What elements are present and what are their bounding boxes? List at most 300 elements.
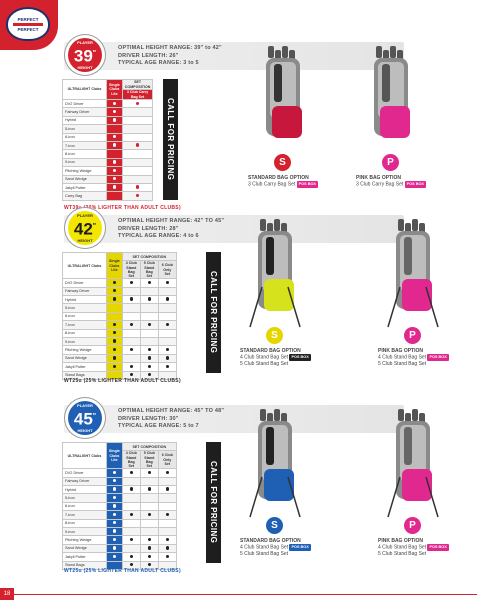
included-dot xyxy=(113,185,116,188)
bag-set-line: 4 Club Stand Bag Set POS BOX xyxy=(378,544,447,551)
set-cell xyxy=(122,304,140,312)
set-cell xyxy=(140,477,158,485)
set-cell xyxy=(158,494,176,502)
golf-bag-image xyxy=(242,407,312,525)
lite-header: Single Clubs Lite xyxy=(107,253,123,279)
included-dot xyxy=(148,563,151,566)
included-dot xyxy=(130,555,133,558)
club-name: Sand Wedge xyxy=(63,354,107,362)
call-for-pricing: CALL FOR PRICING xyxy=(206,442,221,563)
height-badge xyxy=(68,38,102,72)
table-row xyxy=(63,100,153,108)
set-cell xyxy=(122,133,153,141)
bag-option-title: PINK BAG OPTION xyxy=(356,175,402,181)
included-dot xyxy=(130,297,133,300)
included-dot xyxy=(113,555,116,558)
logo-text-top: PERFECT xyxy=(17,16,39,22)
table-row xyxy=(63,116,153,124)
table-row xyxy=(63,167,153,175)
included-dot xyxy=(113,289,116,292)
included-dot xyxy=(113,323,116,326)
club-name: 8-iron xyxy=(63,329,107,337)
included-dot xyxy=(166,546,169,549)
pos-box-tag: POS BOX xyxy=(429,355,447,360)
included-dot xyxy=(136,194,139,197)
set-cell xyxy=(122,116,153,124)
bag-set-line: 5 Club Stand Bag Set xyxy=(240,361,289,368)
bag-option-title: PINK BAG OPTION xyxy=(378,348,424,354)
set-cell xyxy=(158,469,176,477)
spec-line: DRIVER LENGTH: 28" xyxy=(118,225,179,232)
badge-sub: HEIGHT xyxy=(77,64,93,70)
set-cell xyxy=(140,337,158,345)
lite-cell xyxy=(107,519,123,527)
set-cell xyxy=(158,553,176,561)
table-title: ULTRALIGHT Clubs xyxy=(63,80,107,100)
included-dot xyxy=(113,365,116,368)
set-cell xyxy=(158,477,176,485)
included-dot xyxy=(113,297,116,300)
section-39 xyxy=(0,42,477,227)
set-cell xyxy=(122,519,140,527)
included-dot xyxy=(166,281,169,284)
set-cell xyxy=(140,485,158,493)
bag-caption xyxy=(248,175,318,188)
included-dot xyxy=(166,348,169,351)
set-cell xyxy=(158,312,176,320)
set-header: SET COMPOSITION xyxy=(122,253,176,261)
golf-bag-image xyxy=(242,217,312,335)
table-row xyxy=(63,321,177,329)
set-cell xyxy=(122,108,153,116)
golf-bag-image xyxy=(380,407,450,525)
club-name: Hybrid xyxy=(63,295,107,303)
set-cell xyxy=(158,337,176,345)
set-cell xyxy=(122,183,153,191)
table-row xyxy=(63,183,153,191)
set-cell xyxy=(122,141,153,149)
set-cell xyxy=(158,329,176,337)
set-cell xyxy=(140,321,158,329)
table-row xyxy=(63,485,177,493)
included-dot xyxy=(166,356,169,359)
set-cell xyxy=(122,150,153,158)
included-dot xyxy=(166,538,169,541)
bag-option-title: PINK BAG OPTION xyxy=(378,538,424,544)
bag-set-line: 4 Club Stand Bag Set POS BOX xyxy=(240,354,309,361)
lite-cell xyxy=(107,527,123,535)
set-cell xyxy=(140,553,158,561)
logo-text-bottom: PERFECT xyxy=(17,26,39,32)
bag-option-title: STANDARD BAG OPTION xyxy=(240,538,301,544)
spec-line: DRIVER LENGTH: 30" xyxy=(118,415,179,422)
badge-label: PLAYER xyxy=(77,40,93,46)
club-name: 5-iron xyxy=(63,125,107,133)
golf-bag-image xyxy=(358,44,428,162)
table-row xyxy=(63,287,177,295)
lite-cell xyxy=(107,553,123,561)
table-row xyxy=(63,502,177,510)
pos-box-tag: POS BOX xyxy=(291,545,309,550)
weight-note: WT25u (25% LIGHTER THAN ADULT CLUBS) xyxy=(64,378,181,384)
set-cell xyxy=(158,536,176,544)
included-dot xyxy=(130,538,133,541)
spec-line: OPTIMAL HEIGHT RANGE: 42" TO 45" xyxy=(118,218,225,224)
set-cell xyxy=(140,363,158,371)
included-dot xyxy=(148,538,151,541)
included-dot xyxy=(113,356,116,359)
badge-label: PLAYER xyxy=(77,213,93,219)
set-cell xyxy=(140,502,158,510)
section-42 xyxy=(0,215,477,400)
lite-cell xyxy=(107,125,123,133)
section-45 xyxy=(0,405,477,590)
included-dot xyxy=(166,297,169,300)
lite-cell xyxy=(107,346,123,354)
table-row xyxy=(63,295,177,303)
set-cell xyxy=(158,544,176,552)
set-cell xyxy=(122,312,140,320)
included-dot xyxy=(136,185,139,188)
badge-sub: HEIGHT xyxy=(77,237,93,243)
club-name: Fairway Driver xyxy=(63,287,107,295)
spec-line: DRIVER LENGTH: 26" xyxy=(118,52,179,59)
header-bar xyxy=(64,215,404,243)
included-dot xyxy=(130,563,133,566)
set-cell xyxy=(122,192,153,200)
set-cell xyxy=(122,158,153,166)
table-row xyxy=(63,494,177,502)
table-row xyxy=(63,477,177,485)
included-dot xyxy=(113,160,116,163)
included-dot xyxy=(166,555,169,558)
club-name: 9-iron xyxy=(63,337,107,345)
included-dot xyxy=(148,471,151,474)
included-dot xyxy=(166,471,169,474)
table-row xyxy=(63,304,177,312)
table-row xyxy=(63,553,177,561)
set-cell xyxy=(140,287,158,295)
table-row xyxy=(63,519,177,527)
pos-box-tag: POS BOX xyxy=(406,182,424,187)
included-dot xyxy=(148,373,151,376)
call-for-pricing: CALL FOR PRICING xyxy=(206,252,221,373)
golf-bag-image xyxy=(380,217,450,335)
set-cell xyxy=(140,304,158,312)
bag-option-letter: P xyxy=(382,154,399,171)
bag-option-title: STANDARD BAG OPTION xyxy=(248,175,309,181)
table-row xyxy=(63,337,177,345)
set-cell xyxy=(158,287,176,295)
set-cell xyxy=(122,125,153,133)
table-row xyxy=(63,108,153,116)
lite-cell xyxy=(107,183,123,191)
club-name: Sand Wedge xyxy=(63,175,107,183)
included-dot xyxy=(113,529,116,532)
set-cell xyxy=(140,527,158,535)
included-dot xyxy=(130,281,133,284)
lite-cell xyxy=(107,536,123,544)
set-cell xyxy=(140,519,158,527)
bag-set-line: 3 Club Carry Bag Set POS BOX xyxy=(248,181,316,188)
included-dot xyxy=(113,110,116,113)
set-cell xyxy=(122,553,140,561)
club-name: Jakyll Putter xyxy=(63,183,107,191)
bag-option-letter: S xyxy=(266,327,283,344)
included-dot xyxy=(130,373,133,376)
club-name: Jakyll Putter xyxy=(63,363,107,371)
club-name: Fairway Driver xyxy=(63,108,107,116)
table-row xyxy=(63,527,177,535)
lite-cell xyxy=(107,192,123,200)
brand-logo xyxy=(6,7,50,41)
bag-option-letter: P xyxy=(404,517,421,534)
club-name: 8-iron xyxy=(63,519,107,527)
table-row xyxy=(63,192,153,200)
lite-cell xyxy=(107,363,123,371)
club-name: Sand Wedge xyxy=(63,544,107,552)
included-dot xyxy=(113,496,116,499)
included-dot xyxy=(148,297,151,300)
set-cell xyxy=(122,287,140,295)
table-title: ULTRALIGHT Clubs xyxy=(63,443,107,469)
club-table xyxy=(62,442,177,570)
included-dot xyxy=(113,471,116,474)
set-cell xyxy=(122,295,140,303)
club-name: 9-iron xyxy=(63,158,107,166)
included-dot xyxy=(148,365,151,368)
golf-bag-image xyxy=(250,44,320,162)
included-dot xyxy=(148,555,151,558)
included-dot xyxy=(113,487,116,490)
club-name: Carry Bag xyxy=(63,192,107,200)
table-row xyxy=(63,175,153,183)
set-cell xyxy=(122,321,140,329)
logo-stripe xyxy=(13,23,43,26)
lite-cell xyxy=(107,354,123,362)
set-cell xyxy=(158,519,176,527)
badge-number: 42" xyxy=(73,219,97,239)
table-row xyxy=(63,469,177,477)
lite-cell xyxy=(107,494,123,502)
club-name: 8-iron xyxy=(63,150,107,158)
bag-set-line: 3 Club Carry Bag Set POS BOX xyxy=(356,181,424,188)
set-cell xyxy=(140,536,158,544)
call-for-pricing: CALL FOR PRICING xyxy=(163,79,178,200)
included-dot xyxy=(148,513,151,516)
set-cell xyxy=(122,469,140,477)
club-name: DV2 Driver xyxy=(63,469,107,477)
club-name: Stand Bags xyxy=(63,561,107,569)
included-dot xyxy=(113,135,116,138)
included-dot xyxy=(113,546,116,549)
included-dot xyxy=(136,143,139,146)
table-row xyxy=(63,363,177,371)
included-dot xyxy=(148,281,151,284)
table-row xyxy=(63,133,153,141)
included-dot xyxy=(130,513,133,516)
set-cell xyxy=(140,544,158,552)
set-cell xyxy=(122,346,140,354)
bag-set-line: 5 Club Stand Bag Set xyxy=(240,551,289,558)
set-column-header: 4 Club Stand Bag Set xyxy=(122,451,140,469)
spec-lines xyxy=(118,218,224,241)
spec-line: TYPICAL AGE RANGE: 5 to 7 xyxy=(118,423,199,429)
set-column-header: 6 Club Only Set xyxy=(158,261,176,279)
lite-cell xyxy=(107,312,123,320)
club-name: 7-iron xyxy=(63,321,107,329)
bag-set-line: 5 Club Stand Bag Set xyxy=(378,361,427,368)
club-table xyxy=(62,79,153,201)
table-row xyxy=(63,329,177,337)
set-cell xyxy=(158,304,176,312)
lite-cell xyxy=(107,100,123,108)
included-dot xyxy=(113,339,116,342)
club-name: 6-iron xyxy=(63,133,107,141)
table-title: ULTRALIGHT Clubs xyxy=(63,253,107,279)
included-dot xyxy=(130,471,133,474)
set-cell xyxy=(122,511,140,519)
set-cell xyxy=(122,477,140,485)
lite-cell xyxy=(107,502,123,510)
set-cell xyxy=(140,511,158,519)
club-name: 6-iron xyxy=(63,502,107,510)
set-header: SET COMPOSITION xyxy=(122,443,176,451)
lite-cell xyxy=(107,329,123,337)
included-dot xyxy=(166,365,169,368)
set-cell xyxy=(140,346,158,354)
club-name: 9-iron xyxy=(63,527,107,535)
pos-box-tag: POS BOX xyxy=(429,545,447,550)
bag-caption xyxy=(378,348,449,368)
included-dot xyxy=(113,504,116,507)
set-cell xyxy=(122,527,140,535)
bag-set-line: 4 Club Stand Bag Set POS BOX xyxy=(378,354,447,361)
set-cell xyxy=(140,295,158,303)
lite-cell xyxy=(107,511,123,519)
spec-line: TYPICAL AGE RANGE: 3 to 5 xyxy=(118,60,199,66)
lite-cell xyxy=(107,287,123,295)
table-row xyxy=(63,150,153,158)
included-dot xyxy=(148,348,151,351)
included-dot xyxy=(130,348,133,351)
set-cell xyxy=(122,100,153,108)
set-cell xyxy=(122,485,140,493)
set-cell xyxy=(158,279,176,287)
weight-note: WT39u (30% LIGHTER THAN ADULT CLUBS) xyxy=(64,205,181,211)
bag-option-letter: S xyxy=(266,517,283,534)
badge-number: 45" xyxy=(73,409,97,429)
club-name: 5-iron xyxy=(63,494,107,502)
table-row xyxy=(63,346,177,354)
lite-header: Single Clubs Lite xyxy=(107,80,123,100)
set-header: SET COMPOSITION xyxy=(122,80,153,90)
club-name: Pitching Wedge xyxy=(63,346,107,354)
set-column-header: 5 Club Stand Bag Set xyxy=(140,451,158,469)
bag-set-line: 4 Club Stand Bag Set POS BOX xyxy=(240,544,309,551)
badge-label: PLAYER xyxy=(77,403,93,409)
set-cell xyxy=(122,175,153,183)
set-cell xyxy=(122,363,140,371)
table-row xyxy=(63,544,177,552)
club-name: 7-iron xyxy=(63,141,107,149)
set-cell xyxy=(158,295,176,303)
included-dot xyxy=(148,487,151,490)
spec-lines xyxy=(118,408,224,431)
included-dot xyxy=(113,331,116,334)
included-dot xyxy=(166,323,169,326)
bag-caption xyxy=(240,538,311,558)
lite-cell xyxy=(107,133,123,141)
set-cell xyxy=(122,544,140,552)
included-dot xyxy=(113,143,116,146)
set-column-header: 3 Club Carry Bag Set xyxy=(122,90,153,100)
bag-set-line: 5 Club Stand Bag Set xyxy=(378,551,427,558)
lite-cell xyxy=(107,544,123,552)
set-cell xyxy=(122,167,153,175)
club-table xyxy=(62,252,177,380)
club-name: Stand Bags xyxy=(63,371,107,379)
lite-cell xyxy=(107,469,123,477)
table-row xyxy=(63,125,153,133)
set-cell xyxy=(122,337,140,345)
pos-box-tag: POS BOX xyxy=(298,182,316,187)
set-cell xyxy=(122,329,140,337)
table-row xyxy=(63,312,177,320)
set-column-header: 4 Club Stand Bag Set xyxy=(122,261,140,279)
included-dot xyxy=(136,102,139,105)
included-dot xyxy=(113,102,116,105)
set-cell xyxy=(122,279,140,287)
club-name: 7-iron xyxy=(63,511,107,519)
lite-cell xyxy=(107,116,123,124)
included-dot xyxy=(166,487,169,490)
set-cell xyxy=(158,363,176,371)
included-dot xyxy=(113,513,116,516)
set-cell xyxy=(158,511,176,519)
set-cell xyxy=(122,536,140,544)
set-cell xyxy=(158,354,176,362)
set-cell xyxy=(140,469,158,477)
lite-cell xyxy=(107,158,123,166)
included-dot xyxy=(130,487,133,490)
lite-cell xyxy=(107,175,123,183)
bag-option-letter: S xyxy=(274,154,291,171)
table-row xyxy=(63,354,177,362)
spec-line: OPTIMAL HEIGHT RANGE: 45" TO 48" xyxy=(118,408,225,414)
set-cell xyxy=(122,494,140,502)
set-cell xyxy=(140,312,158,320)
set-cell xyxy=(122,502,140,510)
lite-cell xyxy=(107,150,123,158)
pos-box-tag: POS BOX xyxy=(291,355,309,360)
set-cell xyxy=(158,485,176,493)
included-dot xyxy=(130,365,133,368)
included-dot xyxy=(113,177,116,180)
header-bar xyxy=(64,405,404,433)
club-name: Hybrid xyxy=(63,116,107,124)
included-dot xyxy=(130,323,133,326)
height-badge xyxy=(68,401,102,435)
bag-caption xyxy=(378,538,449,558)
spec-line: TYPICAL AGE RANGE: 4 to 6 xyxy=(118,233,199,239)
included-dot xyxy=(113,538,116,541)
lite-cell xyxy=(107,321,123,329)
table-row xyxy=(63,279,177,287)
badge-number: 39" xyxy=(73,46,97,66)
club-name: Fairway Driver xyxy=(63,477,107,485)
included-dot xyxy=(113,348,116,351)
